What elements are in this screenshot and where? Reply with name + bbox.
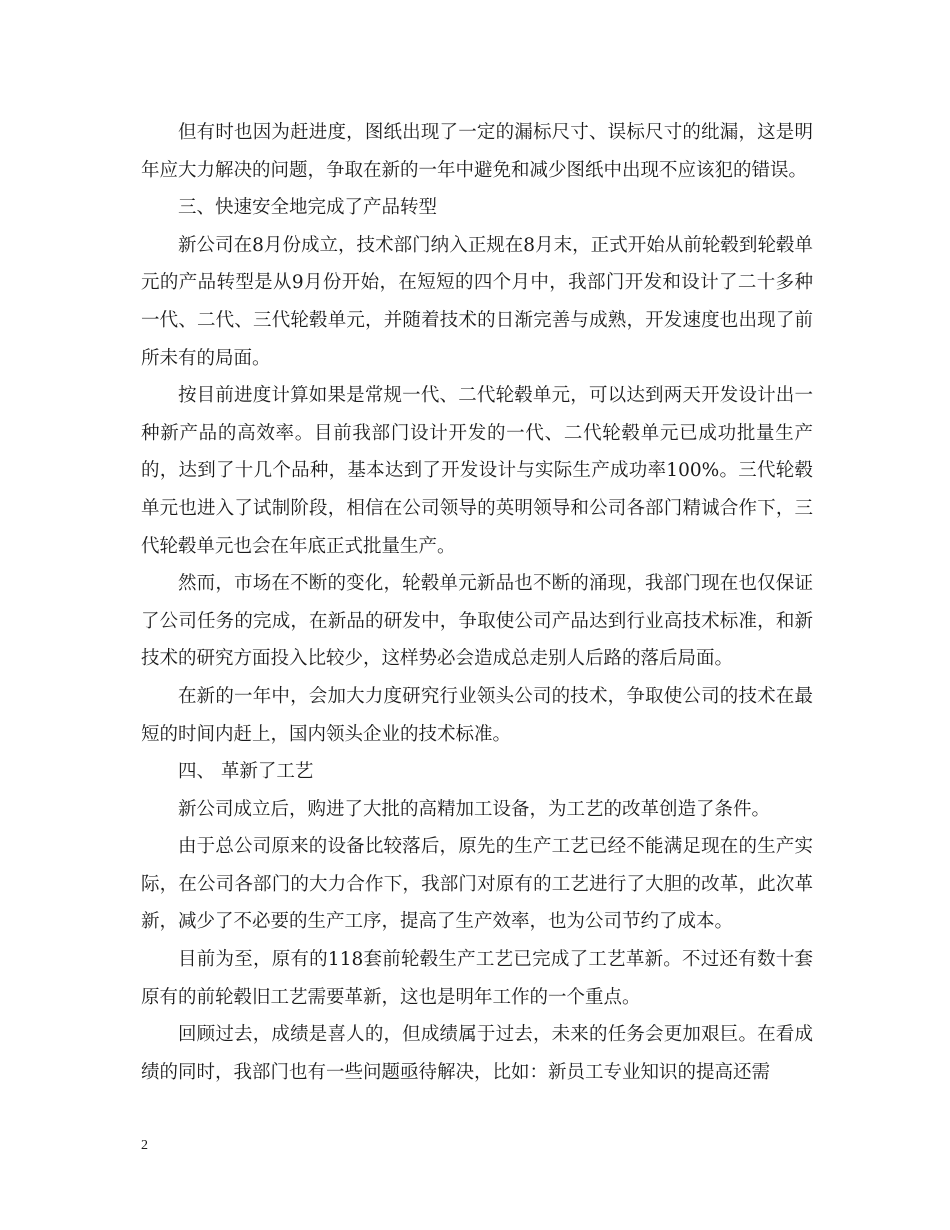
paragraph-company-founding: 新公司在8月份成立，技术部门纳入正规在8月末，正式开始从前轮毂到轮毂单元的产品转型是从9月份开始，在短短的四个月中，我部门开发和设计了二十多种一代、二代、三代轮毂单元，并随着技术的日渐完善与成熟，开发速度也出现了前所未有的局面。 (141, 234, 813, 369)
section-heading-product-transition: 三、快速安全地完成了产品转型 (178, 197, 438, 219)
paragraph-process-progress: 目前为至，原有的118套前轮毂生产工艺已完成了工艺革新。不过还有数十套原有的前轮毂旧工艺需要革新，这也是明年工作的一个重点。 (141, 949, 813, 1008)
page-number: 2 (141, 1138, 148, 1153)
paragraph-drawing-errors: 但有时也因为赶进度，图纸出现了一定的漏标尺寸、误标尺寸的纰漏，这是明年应大力解决的问题，争取在新的一年中避免和减少图纸中出现不应该犯的错误。 (141, 122, 813, 181)
paragraph-development-efficiency: 按目前进度计算如果是常规一代、二代轮毂单元，可以达到两天开发设计出一种新产品的高效率。目前我部门设计开发的一代、二代轮毂单元已成功批量生产的，达到了十几个品种，基本达到了开发设计与实际生产成功率100%。三代轮毂单元也进入了试制阶段，相信在公司领导的英明领导和公司各部门精诚合作下，三代轮毂单元也会在年底正式批量生产。 (141, 385, 813, 557)
paragraph-process-reform: 由于总公司原来的设备比较落后，原先的生产工艺已经不能满足现在的生产实际，在公司各部门的大力合作下，我部门对原有的工艺进行了大胆的改革，此次革新，减少了不必要的生产工序，提高了生产效率，也为公司节约了成本。 (141, 836, 813, 933)
paragraph-review: 回顾过去，成绩是喜人的，但成绩属于过去，未来的任务会更加艰巨。在看成绩的同时，我部门也有一些问题亟待解决，比如：新员工专业知识的提高还需 (141, 1024, 813, 1083)
paragraph-new-equipment: 新公司成立后，购进了大批的高精加工设备，为工艺的改革创造了条件。 (178, 798, 771, 820)
paragraph-market-changes: 然而，市场在不断的变化，轮毂单元新品也不断的涌现，我部门现在也仅保证了公司任务的完成，在新品的研发中，争取使公司产品达到行业高技术标准，和新技术的研究方面投入比较少，这样势必会造成总走别人后路的落后局面。 (141, 573, 813, 670)
section-heading-process-innovation: 四、 革新了工艺 (178, 761, 314, 783)
paragraph-new-year-plan: 在新的一年中，会加大力度研究行业领头公司的技术，争取使公司的技术在最短的时间内赶上，国内领头企业的技术标准。 (141, 685, 813, 745)
document-body (141, 114, 813, 1091)
